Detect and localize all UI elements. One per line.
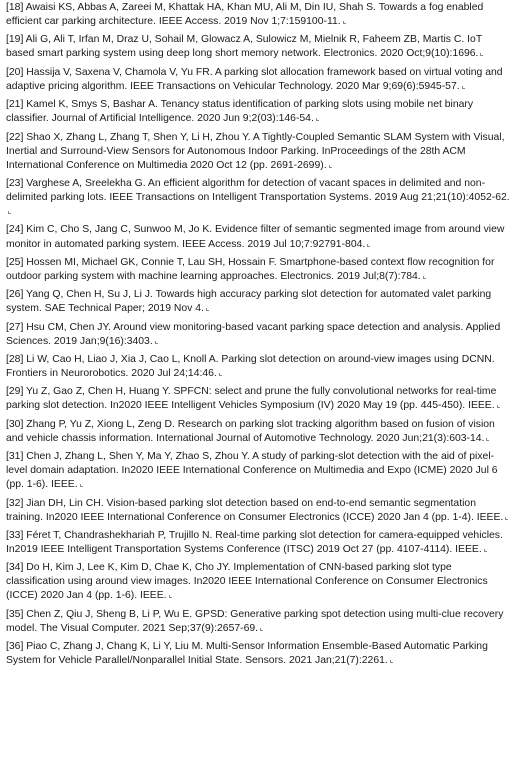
reference-34 <box>6 561 511 603</box>
paragraph-mark-icon <box>367 244 370 247</box>
reference-31 <box>6 450 511 492</box>
reference-33 <box>6 529 511 557</box>
reference-35 <box>6 608 511 636</box>
reference-22 <box>6 131 511 173</box>
reference-text: [26] Yang Q, Chen H, Su J, Li J. Towards high accuracy parking slot detection for automated valet parking system. SAE Technical Paper; 2019 Nov 4. <box>6 289 492 315</box>
paragraph-mark-icon <box>260 628 263 631</box>
reference-text: [33] Féret T, Chandrashekhariah P, Trujillo N. Real-time parking slot detection for camera-equipped vehicles. In2019 IEEE Intelligent Transportation Systems Conference (ITSC) 2019 Oct 27 (pp. 4107-4114). IEEE. <box>6 529 503 555</box>
reference-29 <box>6 385 511 413</box>
paragraph-mark-icon <box>155 341 158 344</box>
reference-text: [34] Do H, Kim J, Lee K, Kim D, Chae K, Cho JY. Implementation of CNN-based parking slot type classification using around view images. In2020 IEEE International Conference on Consumer Electronics (ICCE) 2020 Jan 4 (pp. 1-6). IEEE. <box>6 562 488 602</box>
paragraph-mark-icon <box>484 549 487 552</box>
reference-23 <box>6 177 511 219</box>
reference-text: [23] Varghese A, Sreelekha G. An efficient algorithm for detection of vacant spaces in delimited and non-delimited parking lots. IEEE Transactions on Intelligent Transportation Systems. 2019 Aug 21;21(10):4052-62. <box>6 177 510 204</box>
reference-text: [21] Kamel K, Smys S, Bashar A. Tenancy status identification of parking slots using mobile net binary classifier. Journal of Artificial Intelligence. 2020 Jun 9;2(03):146-54. <box>6 99 474 125</box>
reference-text: [24] Kim C, Cho S, Jang C, Sunwoo M, Jo K. Evidence filter of semantic segmented image from around view monitor in automated parking system. IEEE Access. 2019 Jul 10;7:92791-804. <box>6 224 505 250</box>
reference-28 <box>6 353 511 381</box>
reference-19 <box>6 33 511 61</box>
reference-36 <box>6 640 511 668</box>
reference-32 <box>6 497 511 525</box>
paragraph-mark-icon <box>169 595 172 598</box>
reference-26 <box>6 288 511 316</box>
reference-text: [30] Zhang P, Yu Z, Xiong L, Zeng D. Research on parking slot tracking algorithm based on fusion of vision and vehicle chassis information. International Journal of Automotive Technology. 2020 Jun;21(3):603-14. <box>6 418 495 444</box>
reference-20 <box>6 66 511 94</box>
reference-24 <box>6 223 511 251</box>
paragraph-mark-icon <box>343 21 346 24</box>
reference-21 <box>6 98 511 126</box>
paragraph-mark-icon <box>505 517 508 520</box>
reference-text: [35] Chen Z, Qiu J, Sheng B, Li P, Wu E. GPSD: Generative parking spot detection using multi-clue recovery model. The Visual Computer. 2021 Sep;37(9):2657-69. <box>6 608 504 634</box>
reference-text: [31] Chen J, Zhang L, Shen Y, Ma Y, Zhao S, Zhou Y. A study of parking-slot detection with the aid of pixel-level domain adaptation. In2020 IEEE International Conference on Multimedia and Expo (ICME) 2020 Jul 6 (pp. 1-6). IEEE. <box>6 451 498 491</box>
paragraph-mark-icon <box>8 211 11 214</box>
reference-text: [19] Ali G, Ali T, Irfan M, Draz U, Sohail M, Glowacz A, Sulowicz M, Mielnik R, Faheem ZB, Martis C. IoT based smart parking system using deep long short memory network. Electronics. 2020 Oct;9(10):1696. <box>6 34 482 60</box>
reference-text: [27] Hsu CM, Chen JY. Around view monitoring-based vacant parking space detection and analysis. Applied Sciences. 2019 Jan;9(16):3403. <box>6 321 501 347</box>
paragraph-mark-icon <box>329 165 332 168</box>
reference-text: [32] Jian DH, Lin CH. Vision-based parking slot detection based on end-to-end semantic segmentation training. In2020 IEEE International Conference on Consumer Electronics (ICCE) 2020 Jan 4 (pp. 1-4). IEEE. <box>6 497 504 523</box>
reference-30 <box>6 418 511 446</box>
paragraph-mark-icon <box>219 373 222 376</box>
reference-text: [18] Awaisi KS, Abbas A, Zareei M, Khattak HA, Khan MU, Ali M, Din IU, Shah S. Towards a fog enabled efficient car parking architecture. IEEE Access. 2019 Nov 1;7:159100-11. <box>6 2 484 28</box>
paragraph-mark-icon <box>423 276 426 279</box>
reference-27 <box>6 321 511 349</box>
paragraph-mark-icon <box>80 484 83 487</box>
reference-text: [25] Hossen MI, Michael GK, Connie T, Lau SH, Hossain F. Smartphone-based context flow recognition for outdoor parking system with machine learning approaches. Electronics. 2019 Jul;8(7):784. <box>6 256 495 282</box>
reference-text: [36] Piao C, Zhang J, Chang K, Li Y, Liu M. Multi-Sensor Information Ensemble-Based Automatic Parking System for Vehicle Parallel/Nonparallel Initial State. Sensors. 2021 Jan;21(7):2261. <box>6 641 488 667</box>
reference-text: [28] Li W, Cao H, Liao J, Xia J, Cao L, Knoll A. Parking slot detection on around-view images using DCNN. Frontiers in Neurorobotics. 2020 Jul 24;14:46. <box>6 353 495 380</box>
reference-text: [22] Shao X, Zhang L, Zhang T, Shen Y, Li H, Zhou Y. A Tightly-Coupled Semantic SLAM System with Visual, Inertial and Surround-View Sensors for Autonomous Indoor Parking. InProceedings of the 28th ACM International Conference on Multimedia 2020 Oct 12 (pp. 2691-2699). <box>6 131 505 171</box>
paragraph-mark-icon <box>206 308 209 311</box>
paragraph-mark-icon <box>462 86 465 89</box>
reference-text: [20] Hassija V, Saxena V, Chamola V, Yu FR. A parking slot allocation framework based on virtual voting and adaptive pricing algorithm. IEEE Transactions on Vehicular Technology. 2020 Mar 9;69(6):5945-57. <box>6 66 503 92</box>
paragraph-mark-icon <box>480 53 483 56</box>
paragraph-mark-icon <box>486 438 489 441</box>
paragraph-mark-icon <box>390 660 393 663</box>
reference-25 <box>6 256 511 284</box>
reference-18 <box>6 1 511 29</box>
paragraph-mark-icon <box>497 405 500 408</box>
paragraph-mark-icon <box>316 118 319 121</box>
reference-text: [29] Yu Z, Gao Z, Chen H, Huang Y. SPFCN: select and prune the fully convolutional networks for real-time parking slot detection. In2020 IEEE Intelligent Vehicles Symposium (IV) 2020 May 19 (pp. 445-450). IEEE. <box>6 386 497 412</box>
